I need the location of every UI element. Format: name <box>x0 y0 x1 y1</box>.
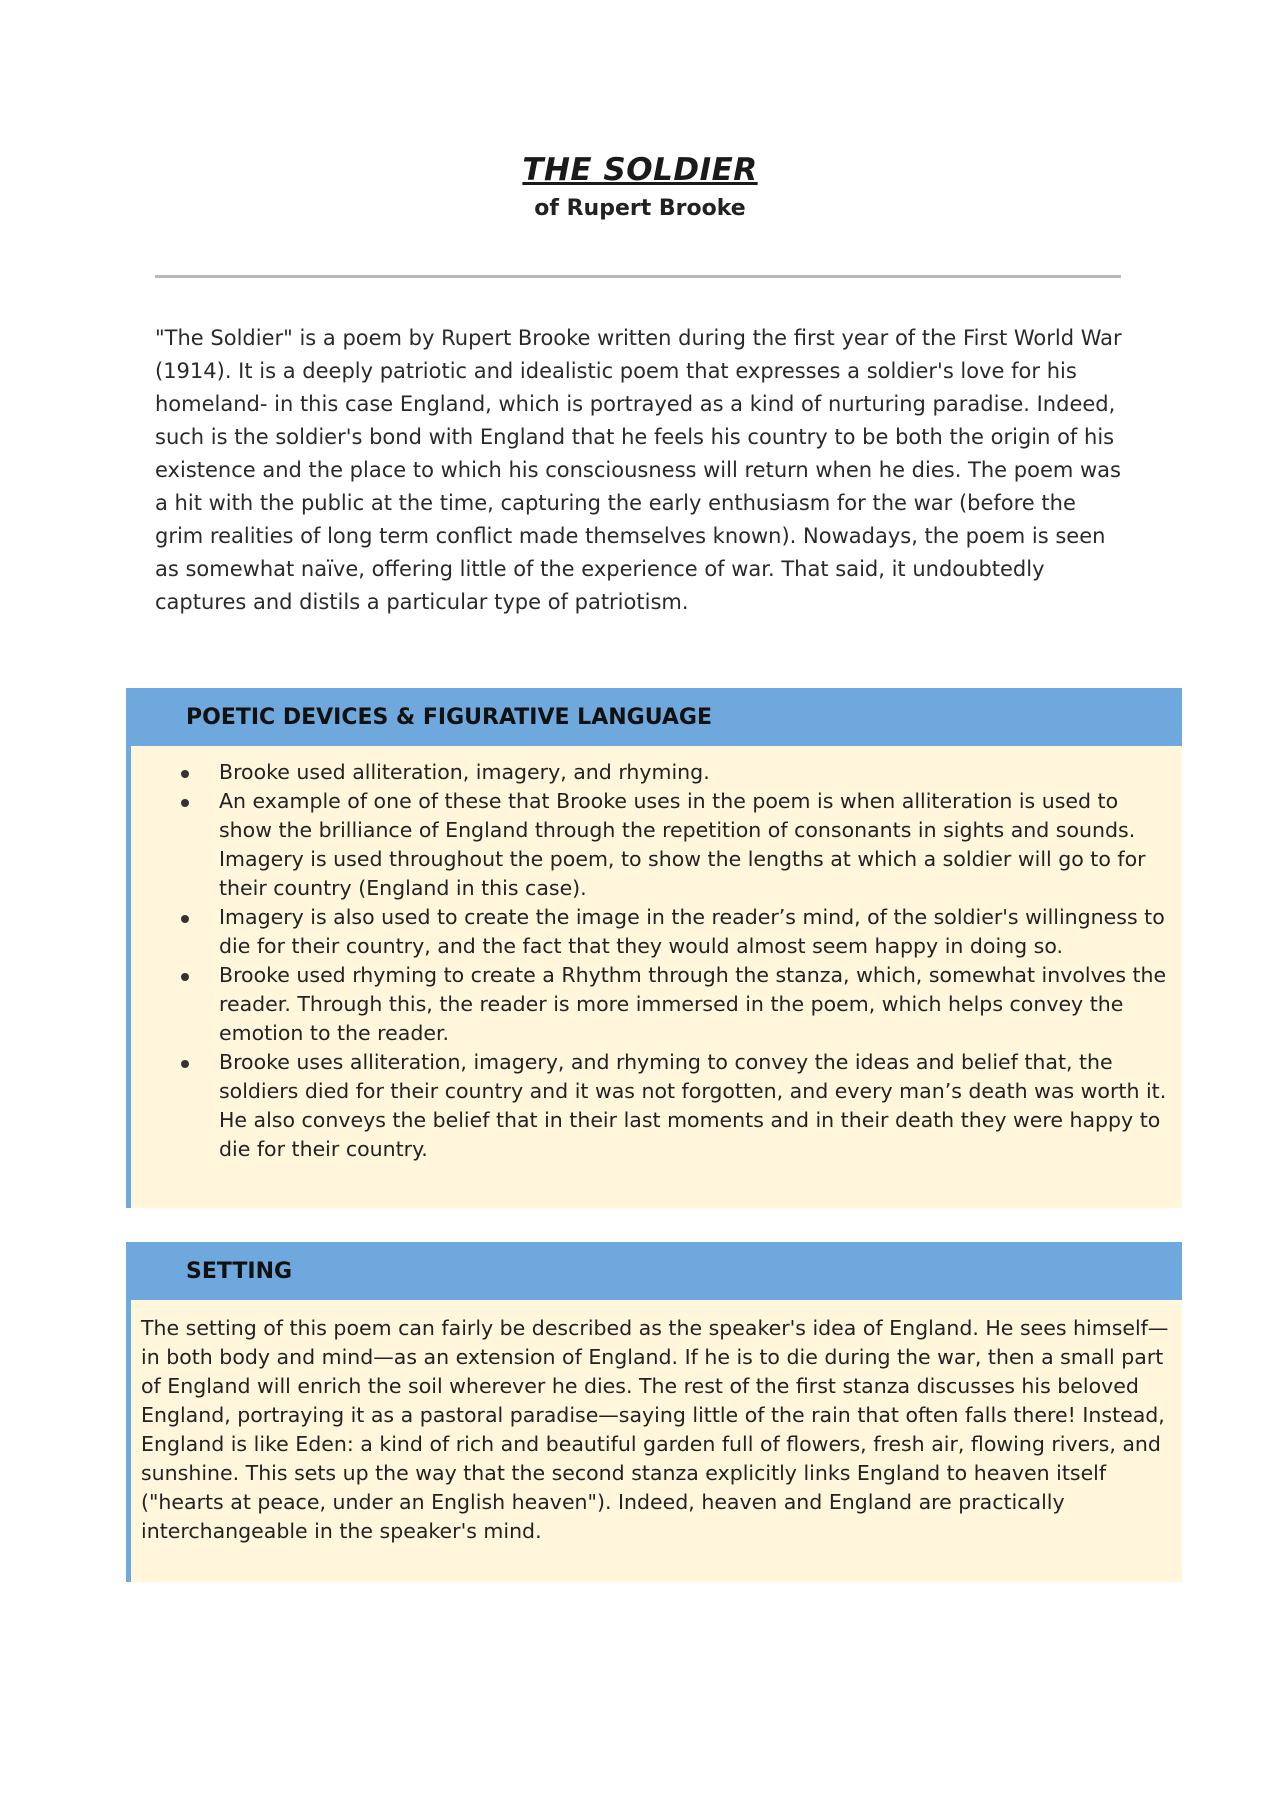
list-item <box>131 1048 1172 1164</box>
poetic-devices-list <box>131 746 1182 1164</box>
poetic-devices-header <box>131 688 1182 746</box>
list-item-text: Imagery is also used to create the image in the reader’s mind, of the soldier's willingness to die for their country, and the fact that they would almost seem happy in doing so. <box>219 905 1165 958</box>
bullet-icon <box>181 799 189 807</box>
bullet-icon <box>181 915 189 923</box>
header-divider <box>155 275 1121 278</box>
list-item-text: Brooke used rhyming to create a Rhythm through the stanza, which, somewhat involves the reader. Through this, the reader is more immersed in the poem, which helps convey the emotion to the reader. <box>219 963 1167 1045</box>
bullet-icon <box>181 1060 189 1068</box>
bullet-icon <box>181 973 189 981</box>
page-title: THE SOLDIER <box>522 152 758 188</box>
setting-heading: SETTING <box>186 1258 293 1284</box>
list-item <box>131 903 1172 961</box>
poetic-devices-heading: POETIC DEVICES & FIGURATIVE LANGUAGE <box>186 704 712 730</box>
list-item <box>131 758 1172 787</box>
intro-paragraph: "The Soldier" is a poem by Rupert Brooke written during the first year of the First World War (1914). It is a deeply patriotic and idealistic poem that expresses a soldier's love for his homeland- in this case England, which is portrayed as a kind of nurturing paradise. Indeed, such is the soldier's bond with England that he feels his country to be both the origin of his existence and the place to which his consciousness will return when he dies. The poem was a hit with the public at the time, capturing the early enthusiasm for the war (before the grim realities of long term conflict made themselves known). Nowadays, the poem is seen as somewhat naïve, offering little of the experience of war. That said, it undoubtedly captures and distils a particular type of patriotism. <box>155 326 1122 614</box>
poetic-devices-section <box>126 688 1182 1208</box>
setting-header <box>131 1242 1182 1300</box>
bullet-icon <box>181 770 189 778</box>
list-item <box>131 961 1172 1048</box>
list-item <box>131 787 1172 903</box>
list-item-text: An example of one of these that Brooke uses in the poem is when alliteration is used to show the brilliance of England through the repetition of consonants in sights and sounds. Imagery is used throughout the poem, to show the lengths at which a soldier will go to for their country (England in this case). <box>219 789 1146 900</box>
list-item-text: Brooke used alliteration, imagery, and rhyming. <box>219 760 710 784</box>
document-header <box>0 150 1280 224</box>
page-subtitle: of Rupert Brooke <box>534 196 746 221</box>
setting-paragraph: The setting of this poem can fairly be described as the speaker's idea of England. He sees himself—in both body and mind—as an extension of England. If he is to die during the war, then a small part of England will enrich the soil wherever he dies. The rest of the first stanza discusses his beloved England, portraying it as a pastoral paradise—saying little of the rain that often falls there! Instead, England is like Eden: a kind of rich and beautiful garden full of flowers, fresh air, flowing rivers, and sunshine. This sets up the way that the second stanza explicitly links England to heaven itself ("hearts at peace, under an English heaven"). Indeed, heaven and England are practically interchangeable in the speaker's mind. <box>141 1316 1169 1543</box>
setting-section <box>126 1242 1182 1582</box>
list-item-text: Brooke uses alliteration, imagery, and rhyming to convey the ideas and belief that, the soldiers died for their country and it was not forgotten, and every man’s death was worth it. He also conveys the belief that in their last moments and in their death they were happy to die for their country. <box>219 1050 1167 1161</box>
